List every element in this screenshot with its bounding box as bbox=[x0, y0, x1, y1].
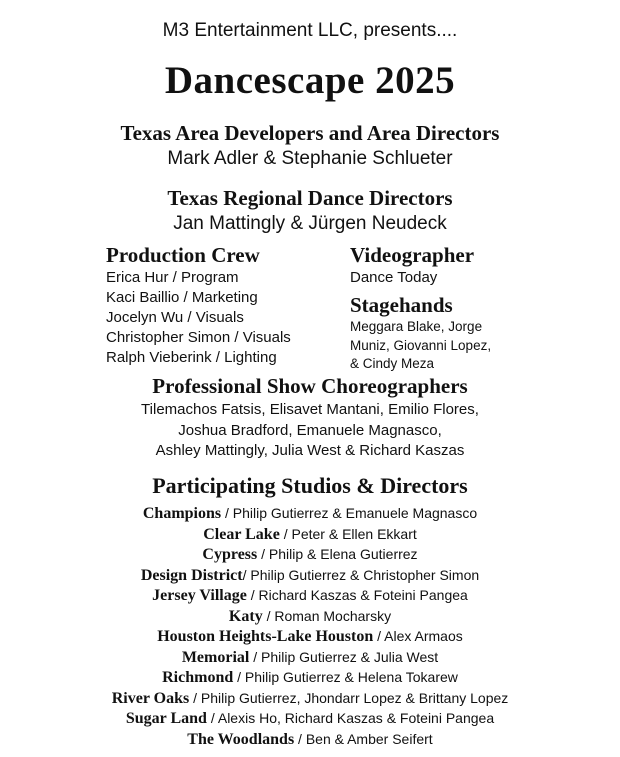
studio-directors: Roman Mocharsky bbox=[274, 607, 392, 624]
studio-name: Clear Lake bbox=[203, 525, 280, 543]
stagehands-heading: Stagehands bbox=[350, 293, 453, 317]
studio-name: The Woodlands bbox=[187, 730, 295, 748]
studio-row bbox=[0, 606, 620, 627]
studio-row bbox=[0, 708, 620, 729]
studio-separator: / bbox=[257, 546, 269, 562]
studios-list bbox=[0, 503, 620, 749]
studio-row bbox=[0, 524, 620, 545]
studio-name: Champions bbox=[142, 505, 222, 522]
presenter-line: M3 Entertainment LLC, presents.... bbox=[162, 20, 458, 41]
studio-separator: / bbox=[294, 730, 306, 747]
crew-member: Kaci Baillio / Marketing bbox=[106, 289, 258, 306]
studio-directors: Philip & Elena Gutierrez bbox=[268, 546, 418, 562]
studio-name: Houston Heights-Lake Houston bbox=[157, 628, 374, 645]
studio-separator: / bbox=[279, 525, 292, 542]
studio-separator: / bbox=[249, 648, 262, 665]
studio-row bbox=[0, 688, 620, 709]
studio-row bbox=[0, 729, 620, 750]
crew-member: Jocelyn Wu / Visuals bbox=[106, 309, 244, 326]
studio-directors: Philip Gutierrez, Jhondarr Lopez & Brittany Lopez bbox=[200, 689, 509, 706]
choreographers-line: Ashley Mattingly, Julia West & Richard Kaszas bbox=[155, 442, 465, 459]
stagehands-line: Muniz, Giovanni Lopez, bbox=[350, 337, 492, 353]
studio-directors: Philip Gutierrez & Julia West bbox=[261, 648, 439, 665]
area-developers-heading: Texas Area Developers and Area Directors bbox=[120, 121, 500, 145]
regional-directors-heading: Texas Regional Dance Directors bbox=[167, 186, 453, 210]
videographer-name: Dance Today bbox=[350, 269, 438, 286]
studio-directors: Alex Armaos bbox=[384, 628, 463, 644]
crew-member: Erica Hur / Program bbox=[106, 269, 239, 286]
videographer-stagehands-section bbox=[350, 242, 540, 374]
regional-directors-names: Jan Mattingly & Jürgen Neudeck bbox=[173, 213, 447, 234]
stagehands-line: Meggara Blake, Jorge bbox=[350, 319, 483, 334]
studio-name: Design District bbox=[140, 566, 243, 584]
studio-row bbox=[0, 565, 620, 586]
studio-directors: Peter & Ellen Ekkart bbox=[291, 525, 417, 542]
studio-separator: / bbox=[242, 566, 251, 583]
studio-directors: Ben & Amber Seifert bbox=[305, 730, 433, 747]
studio-name: Sugar Land bbox=[125, 710, 207, 727]
studio-row bbox=[0, 585, 620, 606]
studio-separator: / bbox=[246, 587, 259, 603]
choreographers-list bbox=[0, 400, 620, 462]
studio-separator: / bbox=[262, 607, 275, 624]
studio-name: Memorial bbox=[181, 648, 250, 666]
studio-row bbox=[0, 544, 620, 565]
stagehands-line: & Cindy Meza bbox=[350, 356, 435, 371]
studio-row bbox=[0, 503, 620, 524]
choreographers-line: Joshua Bradford, Emanuele Magnasco, bbox=[178, 421, 442, 439]
studio-name: Richmond bbox=[162, 669, 234, 686]
crew-member: Christopher Simon / Visuals bbox=[106, 329, 291, 346]
area-developers-names: Mark Adler & Stephanie Schlueter bbox=[167, 148, 453, 169]
studio-name: Katy bbox=[228, 607, 263, 625]
studio-separator: / bbox=[189, 689, 201, 706]
choreographers-line: Tilemachos Fatsis, Elisavet Mantani, Emilio Flores, bbox=[141, 401, 479, 418]
studio-name: Jersey Village bbox=[152, 587, 247, 604]
studio-separator: / bbox=[373, 628, 385, 644]
studio-name: Cypress bbox=[202, 546, 258, 563]
studio-directors: Alexis Ho, Richard Kaszas & Foteini Pangea bbox=[217, 710, 495, 726]
production-crew-heading: Production Crew bbox=[106, 243, 260, 267]
studio-directors: Philip Gutierrez & Helena Tokarew bbox=[244, 669, 458, 685]
choreographers-heading: Professional Show Choreographers bbox=[152, 374, 468, 398]
crew-member: Ralph Vieberink / Lighting bbox=[106, 349, 277, 366]
studio-row bbox=[0, 647, 620, 668]
studio-row bbox=[0, 626, 620, 647]
event-title: Dancescape 2025 bbox=[164, 59, 456, 102]
videographer-heading: Videographer bbox=[350, 243, 475, 267]
studio-separator: / bbox=[233, 669, 245, 685]
studio-separator: / bbox=[206, 710, 218, 726]
production-crew-section bbox=[106, 242, 346, 368]
studio-name: River Oaks bbox=[111, 689, 190, 707]
studio-directors: Philip Gutierrez & Christopher Simon bbox=[250, 566, 480, 583]
studio-directors: Richard Kaszas & Foteini Pangea bbox=[258, 587, 468, 603]
studios-heading: Participating Studios & Directors bbox=[152, 473, 468, 498]
studio-row bbox=[0, 667, 620, 688]
studio-directors: Philip Gutierrez & Emanuele Magnasco bbox=[232, 505, 478, 521]
studio-separator: / bbox=[221, 505, 233, 521]
